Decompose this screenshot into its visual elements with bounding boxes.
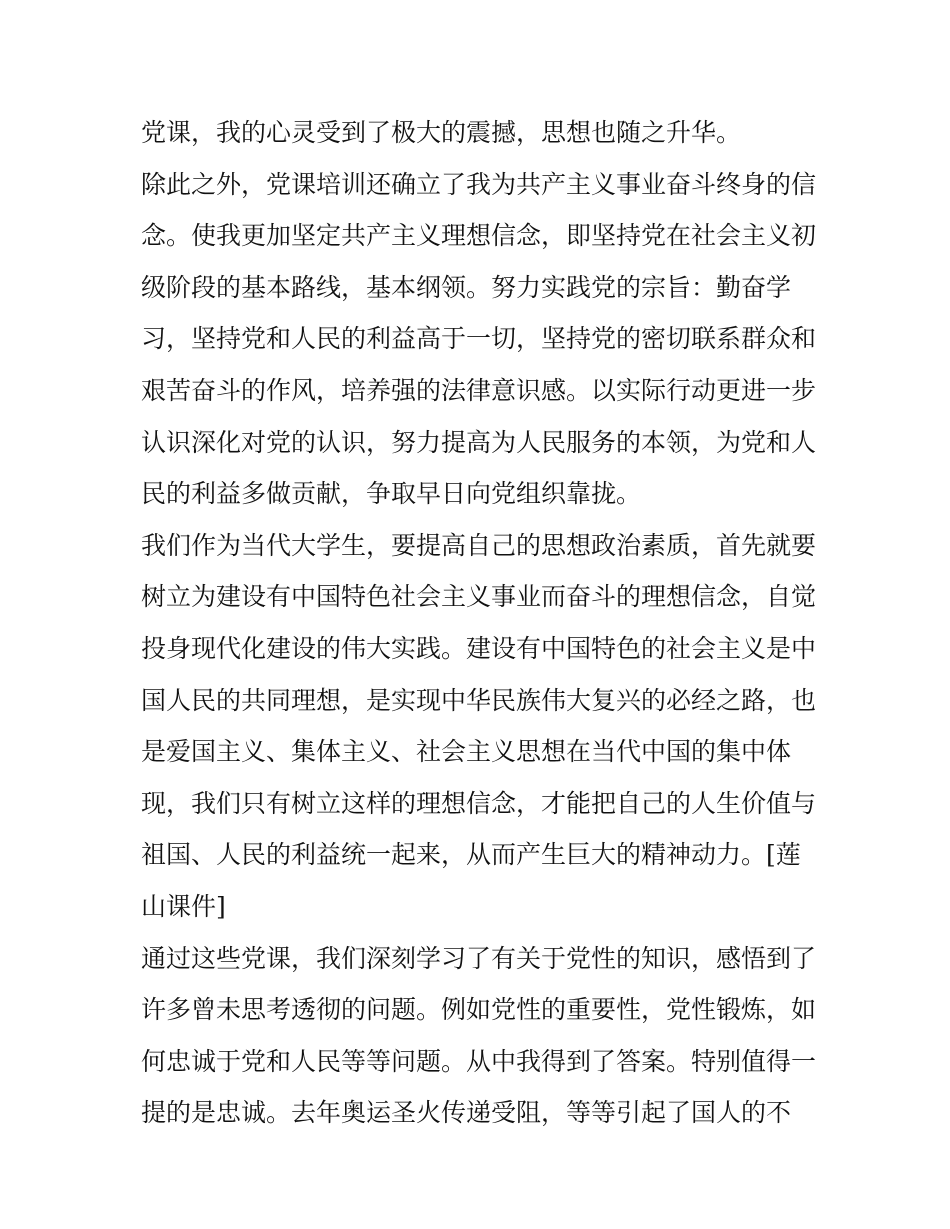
text-line: 许多曾未思考透彻的问题。例如党性的重要性，党性锻炼，如 [141,995,817,1025]
text-line: 除此之外，党课培训还确立了我为共产主义事业奋斗终身的信 [141,169,817,199]
text-line: 树立为建设有中国特色社会主义事业而奋斗的理想信念，自觉 [141,582,817,612]
text-line: 山课件] [141,891,226,921]
text-line: 习，坚持党和人民的利益高于一切，坚持党的密切联系群众和 [141,324,817,354]
text-line: 艰苦奋斗的作风，培养强的法律意识感。以实际行动更进一步 [141,375,817,405]
text-line: 何忠诚于党和人民等等问题。从中我得到了答案。特别值得一 [141,1046,817,1076]
text-line: 通过这些党课，我们深刻学习了有关于党性的知识，感悟到了 [141,943,817,973]
text-line: 是爱国主义、集体主义、社会主义思想在当代中国的集中体 [141,737,792,767]
text-line: 认识深化对党的认识，努力提高为人民服务的本领，为党和人 [141,427,817,457]
text-line: 级阶段的基本路线，基本纲领。努力实践党的宗旨：勤奋学 [141,272,792,302]
text-line: 祖国、人民的利益统一起来，从而产生巨大的精神动力。[莲 [141,840,801,870]
text-line: 我们作为当代大学生，要提高自己的思想政治素质，首先就要 [141,530,817,560]
text-line: 民的利益多做贡献，争取早日向党组织靠拢。 [141,479,642,509]
document-body [141,107,821,1139]
text-line: 提的是忠诚。去年奥运圣火传递受阻，等等引起了国人的不 [141,1098,792,1128]
text-line: 投身现代化建设的伟大实践。建设有中国特色的社会主义是中 [141,633,817,663]
text-line: 现，我们只有树立这样的理想信念，才能把自己的人生价值与 [141,788,817,818]
text-line: 党课，我的心灵受到了极大的震撼，思想也随之升华。 [141,118,742,147]
text-line: 国人民的共同理想，是实现中华民族伟大复兴的必经之路，也 [141,685,817,715]
text-line: 念。使我更加坚定共产主义理想信念，即坚持党在社会主义初 [141,221,817,251]
